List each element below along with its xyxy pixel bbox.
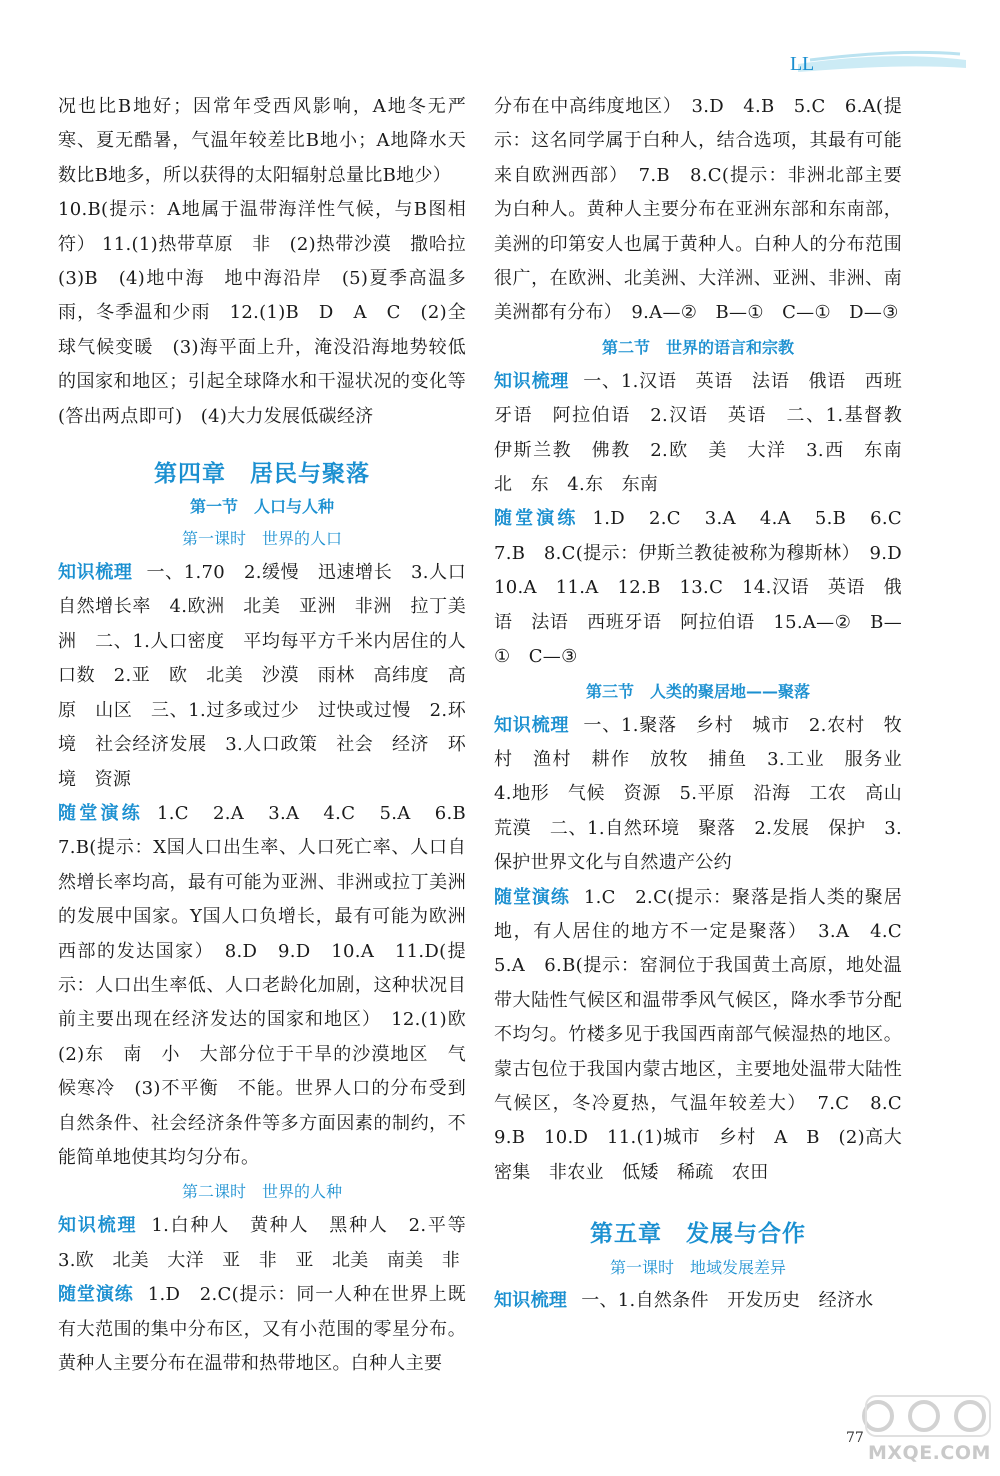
left-column	[58, 90, 485, 1381]
svg-text:L: L	[802, 53, 815, 75]
watermark-url: MXQE.COM	[868, 1442, 991, 1464]
answer-text: 1.C 2.A 3.A 4.C 5.A 6.B 7.B(提示：X国人口出生率、人口死亡率、人口自然增长率均高，最有可能为亚洲、非洲或拉丁美洲的发展中国家。Y国人口负增长，最有可能为欧洲西部的发达国家） 8.D 9.D 10.A 11.D(提示：人口出生率低、人口老龄化加剧，这种状况目前主要出现在经济发达的国家和地区） 12.(1)欧 (2)东 南 小 大部分位于干旱的沙漠地区 气候寒冷 (3)不平衡 不能。世界人口的分布受到自然条件、社会经济条件等多方面因素的制约，不能简单地使其均匀分布。	[58, 802, 485, 1168]
lesson-title: 第一课时 地域发展差异	[609, 1258, 786, 1278]
answer-paragraph	[58, 797, 485, 1175]
answer-text: 一、1.70 2.缓慢 迅速增长 3.人口自然增长率 4.欧洲 北美 亚洲 非洲 拉丁美洲 二、1.人口密度 平均每平方千米内居住的人口数 2.亚 欧 北美 沙漠 雨林 高纬度 高原 山区 三、1.过多或过少 过快或过慢 2.环境 社会经济发展 3.人口政策 社会 经济 环境 资源	[58, 562, 466, 790]
answer-text: 一、1.汉语 英语 法语 俄语 西班牙语 阿拉伯语 2.汉语 英语 二、1.基督教 伊斯兰教 佛教 2.欧 美 大洋 3.西 东南 北 东 4.东 东南	[494, 370, 921, 496]
chapter-title: 第四章 居民与聚落	[154, 461, 370, 488]
answer-paragraph	[494, 1284, 902, 1318]
answer-paragraph	[494, 709, 921, 881]
knowledge-tag: 知识梳理	[58, 562, 133, 584]
answer-text: 1.C 2.C(提示：聚落是指人类的聚居地，有人居住的地方不一定是聚落） 3.A 4.C 5.A 6.B(提示：窑洞位于我国黄土高原，地处温带大陆性气候区和温带季风气候区，降水季节分配不均匀。竹楼多见于我国西南部气候湿热的地区。蒙古包位于我国内蒙古地区，主要地处温带大陆性气候区，冬冷夏热，气温年较差大） 7.C 8.C 9.B 10.D 11.(1)城市 乡村 A B (2)高大 密集 非农业 低矮 稀疏 农田	[494, 886, 921, 1183]
answer-paragraph	[58, 1209, 485, 1278]
answer-paragraph: 10.B(提示：A地属于温带海洋性气候，与B图相符） 11.(1)热带草原 非 (2)热带沙漠 撒哈拉 (3)B (4)地中海 地中海沿岸 (5)夏季高温多雨，冬季温和少雨 12.(1)B D A C (2)全球气候变暖 (3)海平面上升，淹没沿海地势较低的国家和地区；引起全球降水和干湿状况的变化等(答出两点即可) (4)大力发展低碳经济	[58, 199, 485, 427]
practice-tag: 随堂演练	[58, 1284, 134, 1306]
knowledge-tag: 知识梳理	[58, 1215, 138, 1237]
chapter-title: 第五章 发展与合作	[590, 1221, 806, 1248]
answer-paragraph	[494, 502, 921, 674]
knowledge-tag: 知识梳理	[494, 714, 570, 736]
answer-paragraph	[58, 1278, 466, 1381]
practice-tag: 随堂演练	[494, 886, 570, 908]
svg-text:L: L	[790, 53, 803, 75]
answer-text: 一、1.自然条件 开发历史 经济水	[581, 1290, 874, 1312]
practice-tag: 随堂演练	[58, 802, 143, 824]
answer-paragraph	[58, 556, 466, 797]
answer-paragraph	[494, 881, 921, 1191]
section-title: 第三节 人类的聚居地——聚落	[585, 681, 810, 701]
section-title: 第一节 人口与人种	[189, 497, 334, 517]
knowledge-tag: 知识梳理	[494, 370, 570, 392]
continued-text: 况也比B地好；因常年受西风影响，A地冬无严寒、夏无酷暑，气温年较差比B地小；A地降水天数比B地多，所以获得的太阳辐射总量比B地少）	[58, 96, 466, 186]
answer-text: 1.D 2.C 3.A 4.A 5.B 6.C 7.B 8.C(提示：伊斯兰教徒被称为穆斯林） 9.D 10.A 11.A 12.B 13.C 14.汉语 英语 俄语 法语 西班牙语 阿拉伯语 15.A—② B—① C—③	[494, 508, 921, 668]
right-column	[494, 90, 921, 1319]
continued-text: 分布在中高纬度地区） 3.D 4.B 5.C 6.A(提示：这名同学属于白种人，结合选项，其最有可能来自欧洲西部） 7.B 8.C(提示：非洲北部主要为白种人。黄种人主要分布在亚洲东部和东南部，美洲的印第安人也属于黄种人。白种人的分布范围很广，在欧洲、北美洲、大洋洲、亚洲、非洲、南美洲都有分布） 9.A—② B—① C—① D—③	[494, 96, 902, 324]
answer-text: 1.白种人 黄种人 黑种人 2.平等 3.欧 北美 大洋 亚 非 亚 北美 南美 非	[58, 1215, 485, 1271]
section-title: 第二节 世界的语言和宗教	[601, 337, 794, 357]
answer-paragraph	[494, 365, 921, 503]
answer-text: 1.D 2.C(提示：同一人种在世界上既有大范围的集中分布区，又有小范围的零星分布。黄种人主要分布在温带和热带地区。白种人主要	[58, 1284, 467, 1374]
lesson-title: 第一课时 世界的人口	[181, 529, 342, 549]
lesson-title: 第二课时 世界的人种	[181, 1182, 342, 1202]
page-number: 77	[846, 1430, 864, 1446]
practice-tag: 随堂演练	[494, 508, 579, 530]
answer-text: 一、1.聚落 乡村 城市 2.农村 牧村 渔村 耕作 放牧 捕鱼 3.工业 服务业 4.地形 气候 资源 5.平原 沿海 工农 高山 荒漠 二、1.自然环境 聚落 2.发展 保护 3.保护世界文化与自然遗产公约	[494, 714, 921, 874]
header-brush-decoration	[790, 38, 970, 82]
knowledge-tag: 知识梳理	[494, 1290, 568, 1312]
